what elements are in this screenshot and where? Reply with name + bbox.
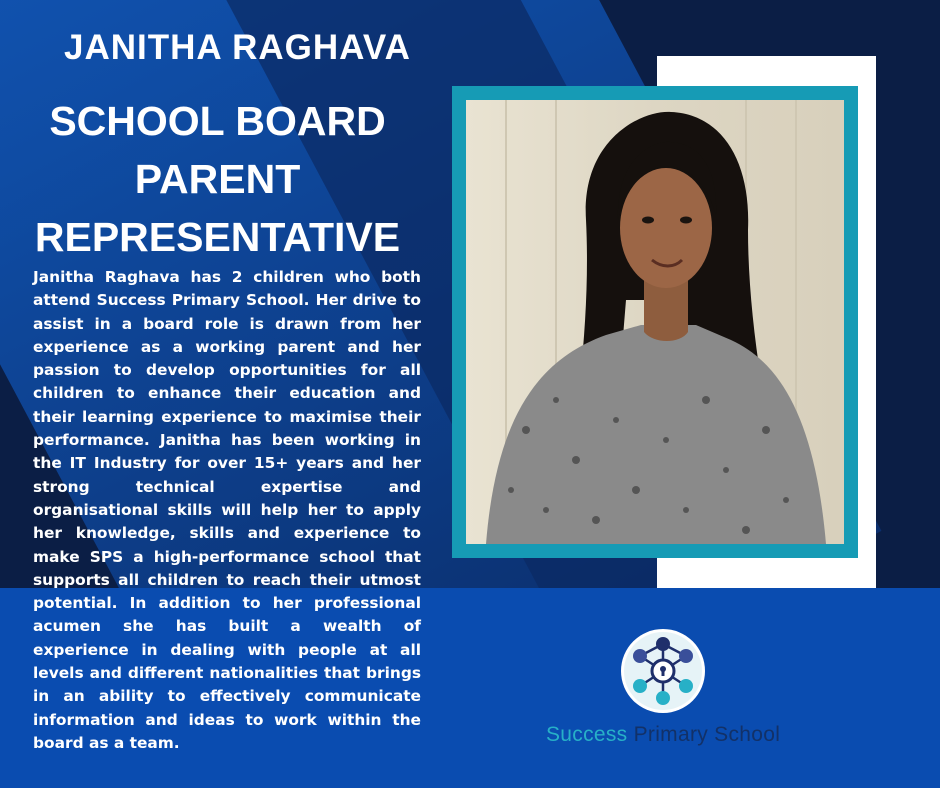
role-title (20, 92, 415, 266)
school-name-part-1: Success (546, 723, 628, 746)
portrait-photo (466, 100, 844, 544)
school-name-part-2: Primary School (633, 723, 781, 746)
school-logo-icon (620, 628, 706, 714)
school-name (546, 723, 780, 747)
person-name: JANITHA RAGHAVA (64, 28, 411, 67)
role-title-line-1: SCHOOL BOARD (49, 98, 386, 144)
portrait-illustration (466, 100, 844, 544)
role-title-line-2: PARENT (134, 156, 301, 202)
bio-text: Janitha Raghava has 2 children who both attend Success Primary School. Her drive to assist in a board role is drawn from her experience as a working parent and her passion to develop opportunities for all children to enhance their education and their learning experience to maximise their performance. Janitha has been working in the IT Industry for over 15+ years and her strong technical expertise and organisational skills will help her to apply her knowledge, skills and experience to make SPS a high-performance school that supports all children to reach their utmost potential. In addition to her professional acumen she has built a wealth of experience in dealing with people at all levels and different nationalities that brings in an ability to effectively communicate information and ideas to work within the board as a team. (33, 268, 421, 752)
role-title-line-3: REPRESENTATIVE (34, 214, 401, 260)
